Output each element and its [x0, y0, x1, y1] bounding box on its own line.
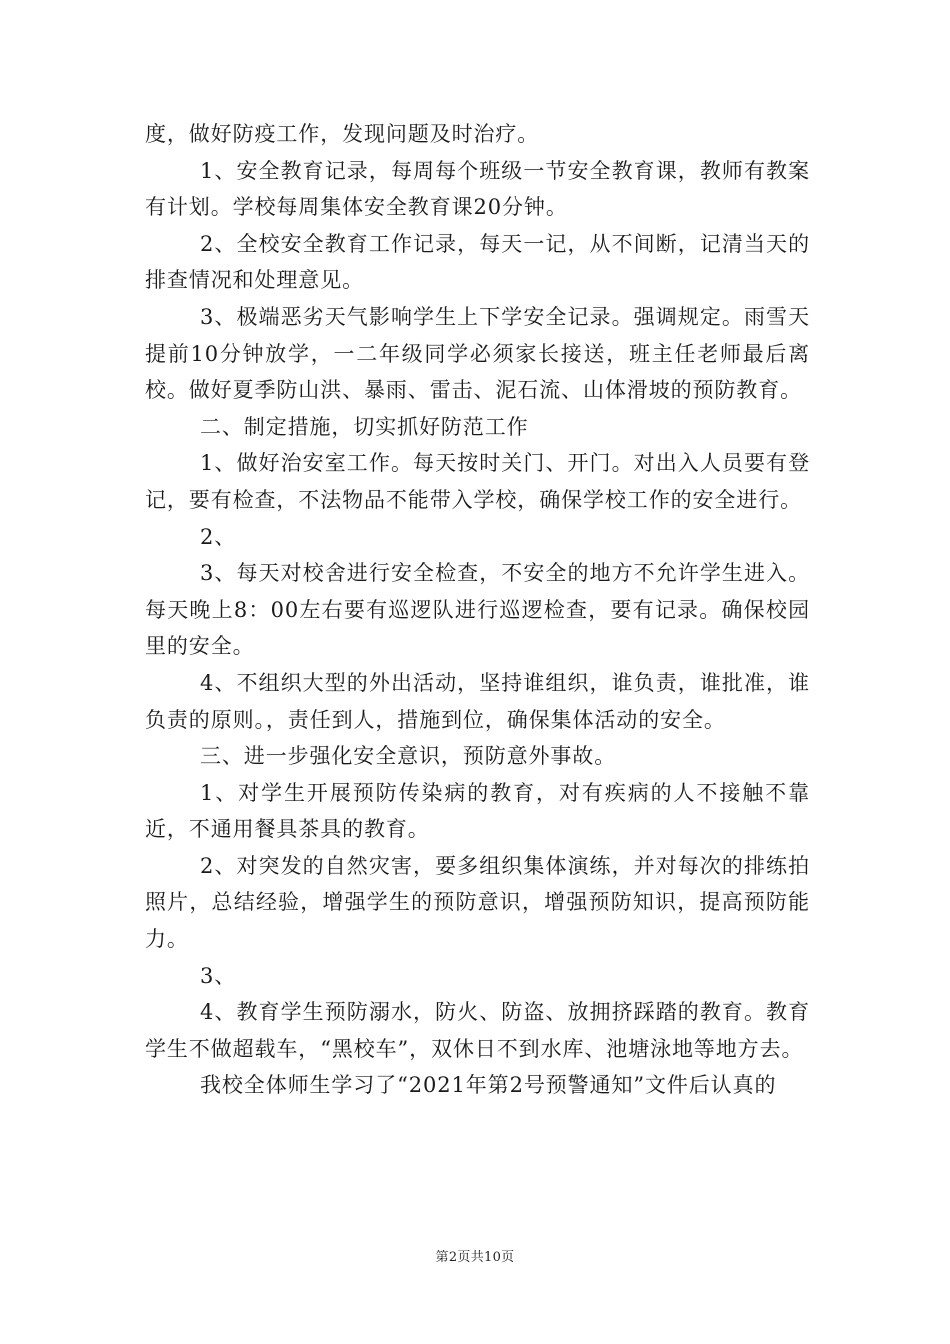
- paragraph-6: 2、: [200, 524, 237, 549]
- section-heading-2: 二、制定措施，切实抓好防范工作: [200, 414, 529, 439]
- paragraph-10: 1、对学生开展预防传染病的教育，对有疾病的人不接触不靠近，不通用餐具茶具的教育。: [145, 780, 810, 842]
- paragraph-0: 度，做好防疫工作，发现问题及时治疗。: [145, 122, 540, 146]
- body-text: [145, 116, 810, 1104]
- paragraph-7: 3、每天对校舍进行安全检查，不安全的地方不允许学生进入。每天晚上8：00左右要有巡逻队进行巡逻检查，要有记录。确保校园里的安全。: [145, 561, 810, 659]
- paragraph-5: 1、做好治安室工作。每天按时关门、开门。对出入人员要有登记，要有检查，不法物品不能带入学校，确保学校工作的安全进行。: [145, 451, 810, 512]
- paragraph-14: 我校全体师生学习了“2021年第2号预警通知”文件后认真的: [200, 1073, 777, 1098]
- section-heading-3: 三、进一步强化安全意识，预防意外事故。: [200, 744, 617, 769]
- paragraph-1: 1、安全教育记录，每周每个班级一节安全教育课，教师有教案有计划。学校每周集体安全教育课20分钟。: [145, 158, 810, 220]
- paragraph-11: 2、对突发的自然灾害，要多组织集体演练，并对每次的排练拍照片，总结经验，增强学生的预防意识，增强预防知识，提高预防能力。: [145, 853, 810, 952]
- paragraph-13: 4、教育学生预防溺水，防火、防盗、放拥挤踩踏的教育。教育学生不做超载车，“黑校车”，双休日不到水库、池塘泳地等地方去。: [145, 1000, 810, 1061]
- paragraph-12: 3、: [200, 963, 237, 988]
- paragraph-2: 2、全校安全教育工作记录，每天一记，从不间断，记清当天的排查情况和处理意见。: [145, 231, 810, 293]
- paragraph-8: 4、不组织大型的外出活动，坚持谁组织，谁负责，谁批准，谁负责的原则。，责任到人，措施到位，确保集体活动的安全。: [145, 670, 810, 732]
- page-footer: [0, 1246, 950, 1265]
- paragraph-3: 3、极端恶劣天气影响学生上下学安全记录。强调规定。雨雪天提前10分钟放学，一二年级同学必须家长接送，班主任老师最后离校。做好夏季防山洪、暴雨、雷击、泥石流、山体滑坡的预防教育。: [145, 304, 810, 403]
- page-number-label: 第2页共10页: [435, 1250, 515, 1265]
